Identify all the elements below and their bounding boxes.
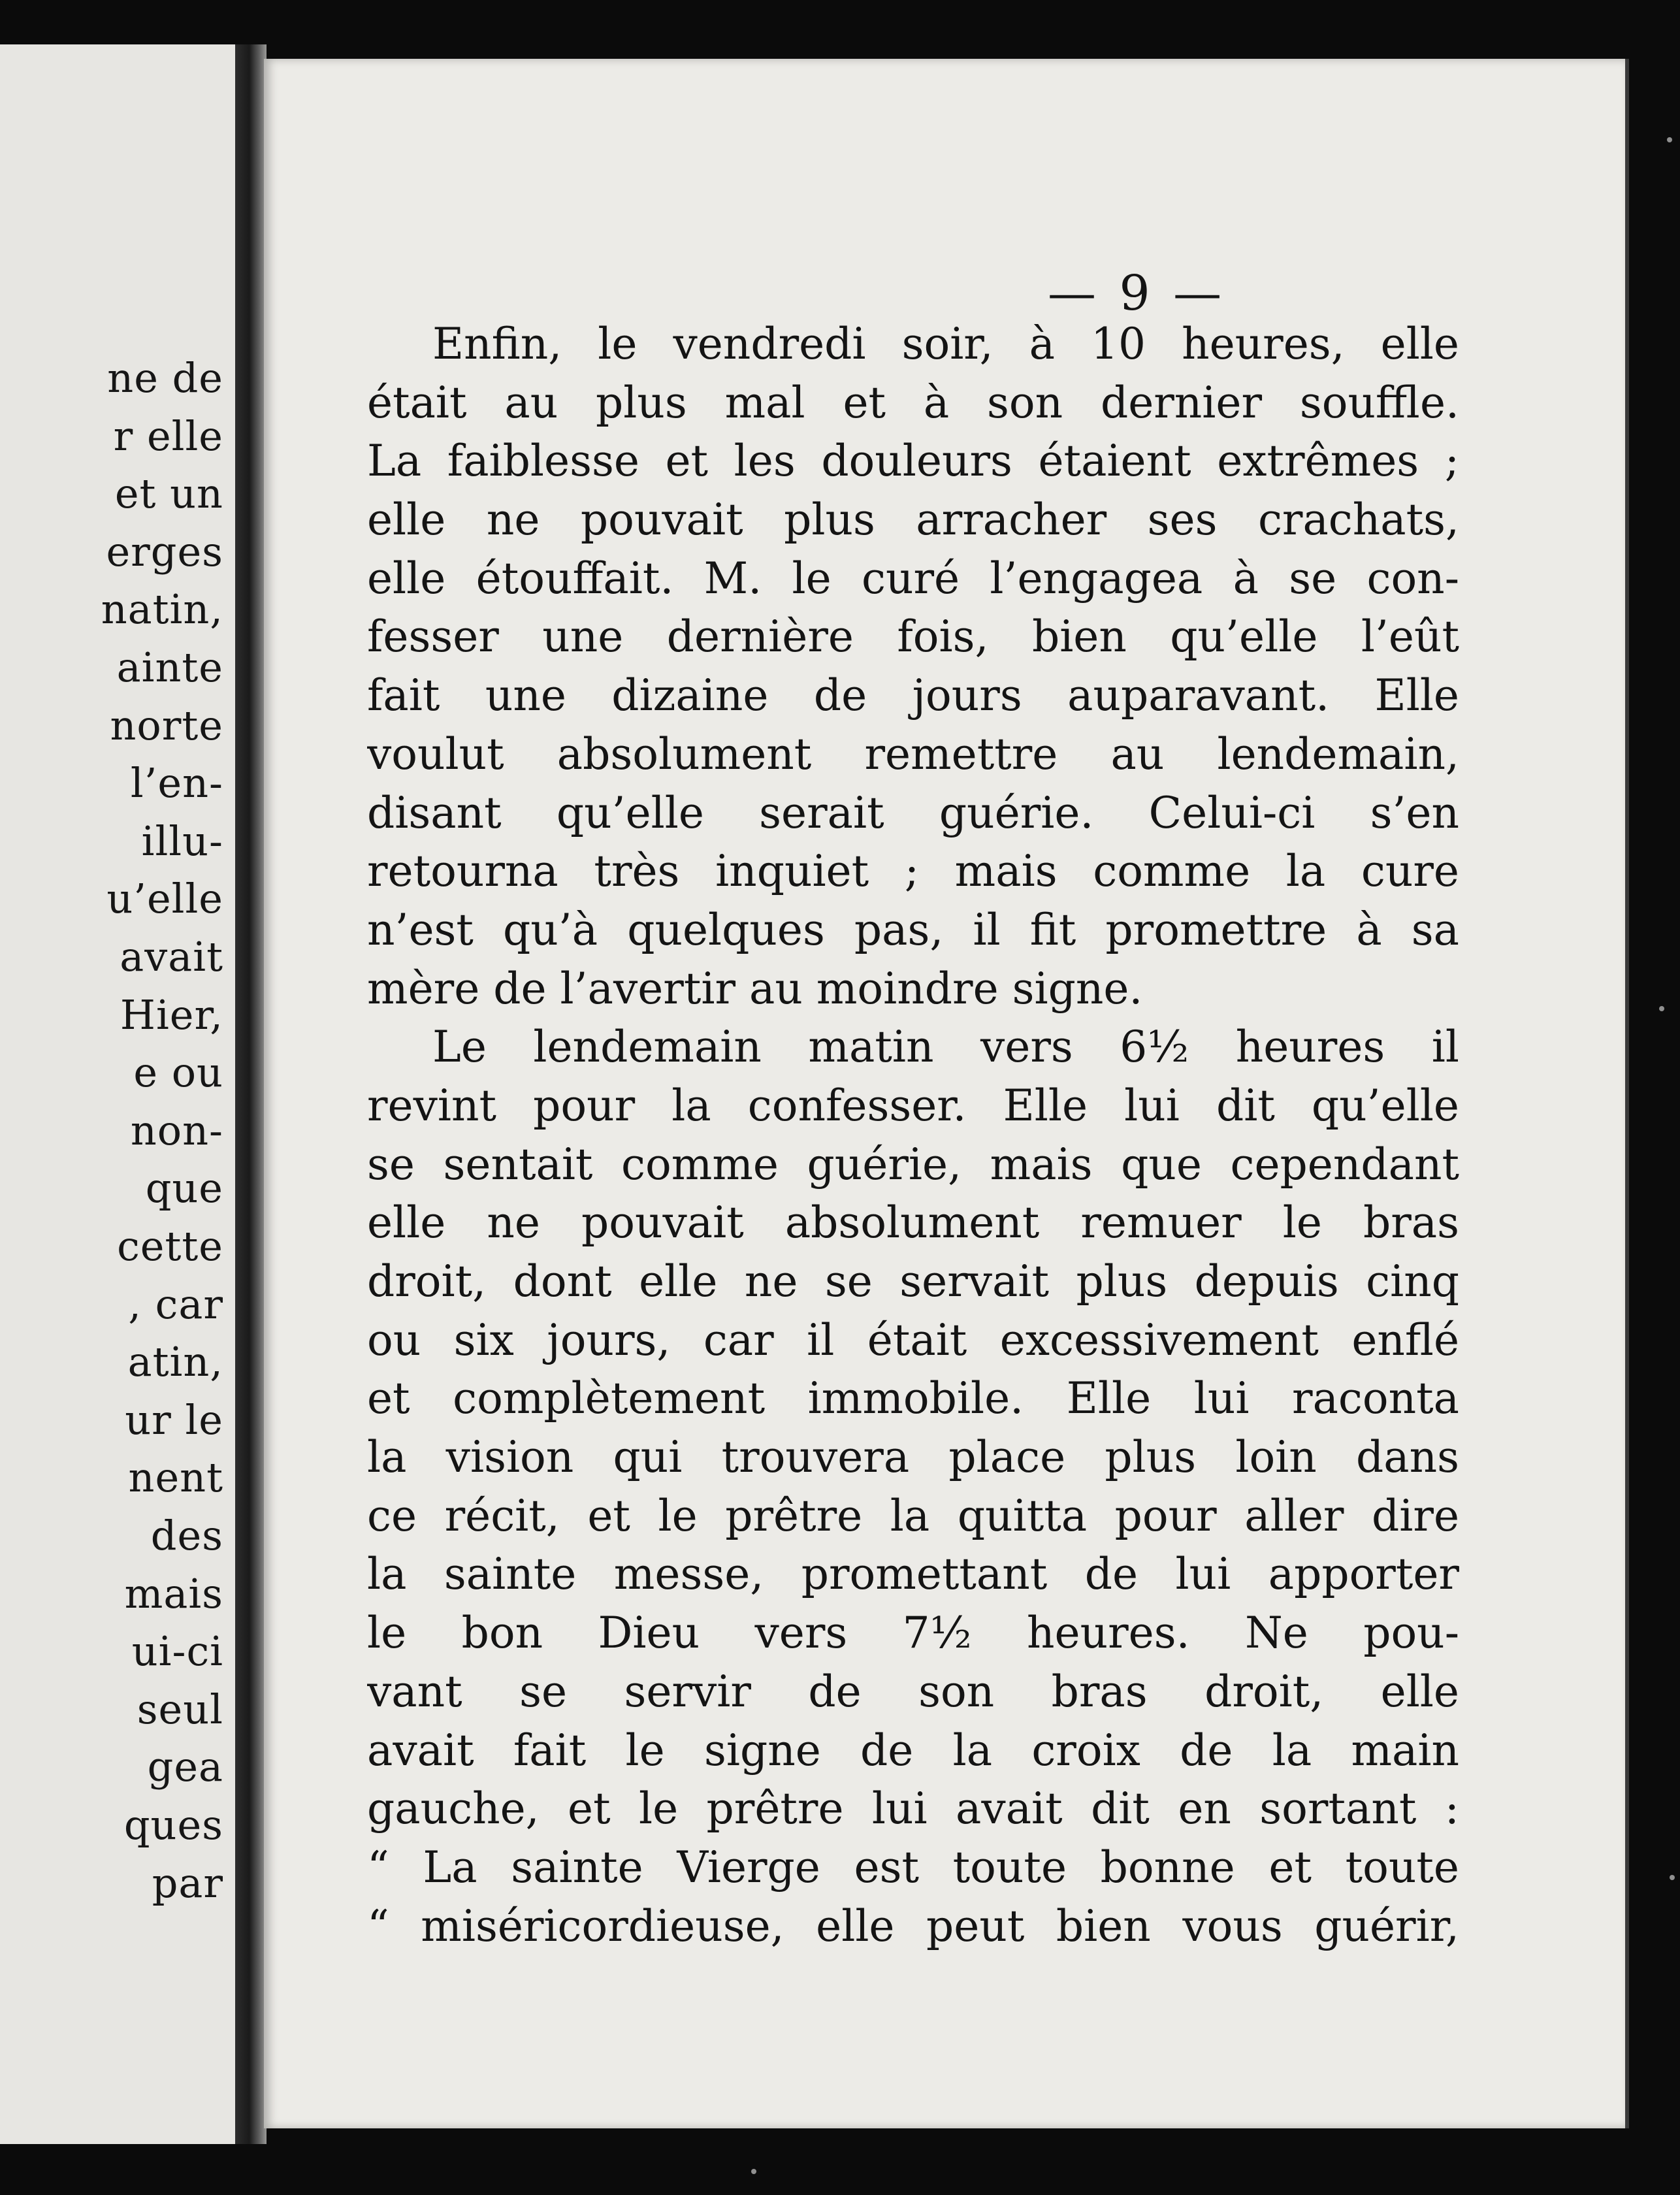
left-page-line: l’en- (130, 759, 223, 807)
text-line: et complètement immobile. Elle lui raconta (367, 1373, 1459, 1424)
left-page-line: des (150, 1512, 223, 1559)
text-line: la sainte messe, promettant de lui apporter (367, 1549, 1459, 1600)
left-page-line: avait (120, 933, 223, 981)
left-page-line: norte (110, 701, 223, 749)
film-speck (1670, 1875, 1675, 1880)
text-line: disant qu’elle serait guérie. Celui-ci s’en (367, 787, 1459, 838)
text-line: voulut absolument remettre au lendemain, (367, 728, 1459, 779)
left-page-line: gea (147, 1743, 223, 1791)
text-line: revint pour la confesser. Elle lui dit qu’elle (367, 1080, 1459, 1131)
text-line: elle ne pouvait absolument remuer le bras (367, 1197, 1459, 1248)
text-line: se sentait comme guérie, mais que cependant (367, 1139, 1459, 1190)
left-page-line: ne de (107, 354, 223, 402)
text-line: fait une dizaine de jours auparavant. Elle (367, 670, 1459, 721)
text-line: le bon Dieu vers 7½ heures. Ne pou- (367, 1608, 1459, 1659)
paragraph (367, 315, 1459, 1018)
text-line: ou six jours, car il était excessivement enflé (367, 1314, 1459, 1365)
left-page-line: non- (130, 1106, 223, 1154)
book-gutter (235, 44, 267, 2144)
text-line: fesser une dernière fois, bien qu’elle l’eût (367, 611, 1459, 662)
text-line: Le lendemain matin vers 6½ heures il (432, 1022, 1459, 1073)
left-page-line: ui-ci (131, 1627, 223, 1676)
text-line: Enfin, le vendredi soir, à 10 heures, elle (432, 319, 1459, 369)
text-line: la vision qui trouvera place plus loin dans (367, 1432, 1459, 1483)
left-page-line: u’elle (106, 875, 223, 923)
left-page-line: ainte (116, 643, 223, 691)
left-page-line: illu- (141, 817, 223, 865)
left-page-line: nent (128, 1454, 223, 1502)
text-line: elle étouffait. M. le curé l’engagea à se con- (367, 553, 1459, 604)
text-line: était au plus mal et à son dernier souffle. (367, 377, 1459, 428)
left-page-line: Hier, (120, 990, 223, 1039)
text-line: retourna très inquiet ; mais comme la cure (367, 846, 1459, 897)
text-line: elle ne pouvait plus arracher ses crachats, (367, 495, 1459, 545)
page-number: — 9 — (1048, 265, 1226, 321)
text-line: n’est qu’à quelques pas, il fit promettre à sa (367, 904, 1459, 955)
film-speck (1667, 137, 1672, 142)
text-line: “ La sainte Vierge est toute bonne et toute (367, 1842, 1459, 1893)
left-page-fragment (0, 44, 235, 2144)
left-page-line: , car (128, 1280, 223, 1328)
left-page-line: mais (124, 1569, 223, 1618)
left-page-line: atin, (127, 1338, 223, 1386)
text-line: ce récit, et le prêtre la quitta pour aller dire (367, 1490, 1459, 1541)
left-page-line: natin, (101, 585, 223, 634)
left-page-line: r elle (113, 412, 223, 460)
left-page-line: que (145, 1164, 223, 1212)
left-page-line: seul (137, 1685, 223, 1733)
left-page-line: e ou (133, 1049, 223, 1097)
text-line: avait fait le signe de la croix de la main (367, 1725, 1459, 1776)
film-speck (751, 2169, 756, 2174)
text-line: droit, dont elle ne se servait plus depuis cinq (367, 1256, 1459, 1307)
left-page-line: erges (106, 527, 223, 576)
page-text (367, 315, 1459, 1955)
text-line: vant se servir de son bras droit, elle (367, 1666, 1459, 1717)
text-line: “ miséricordieuse, elle peut bien vous guérir, (367, 1900, 1459, 1951)
paragraph (367, 1018, 1459, 1955)
text-line: La faiblesse et les douleurs étaient extrêmes ; (367, 436, 1459, 487)
text-line: gauche, et le prêtre lui avait dit en sortant : (367, 1783, 1459, 1834)
left-page-line: cette (117, 1222, 223, 1270)
left-page-line: ur le (125, 1395, 223, 1444)
left-page-line: par (152, 1859, 223, 1907)
left-page-line: et un (114, 470, 223, 518)
text-line: mère de l’avertir au moindre signe. (367, 963, 1143, 1014)
left-page-line: ques (123, 1801, 223, 1849)
film-speck (1659, 1006, 1664, 1011)
